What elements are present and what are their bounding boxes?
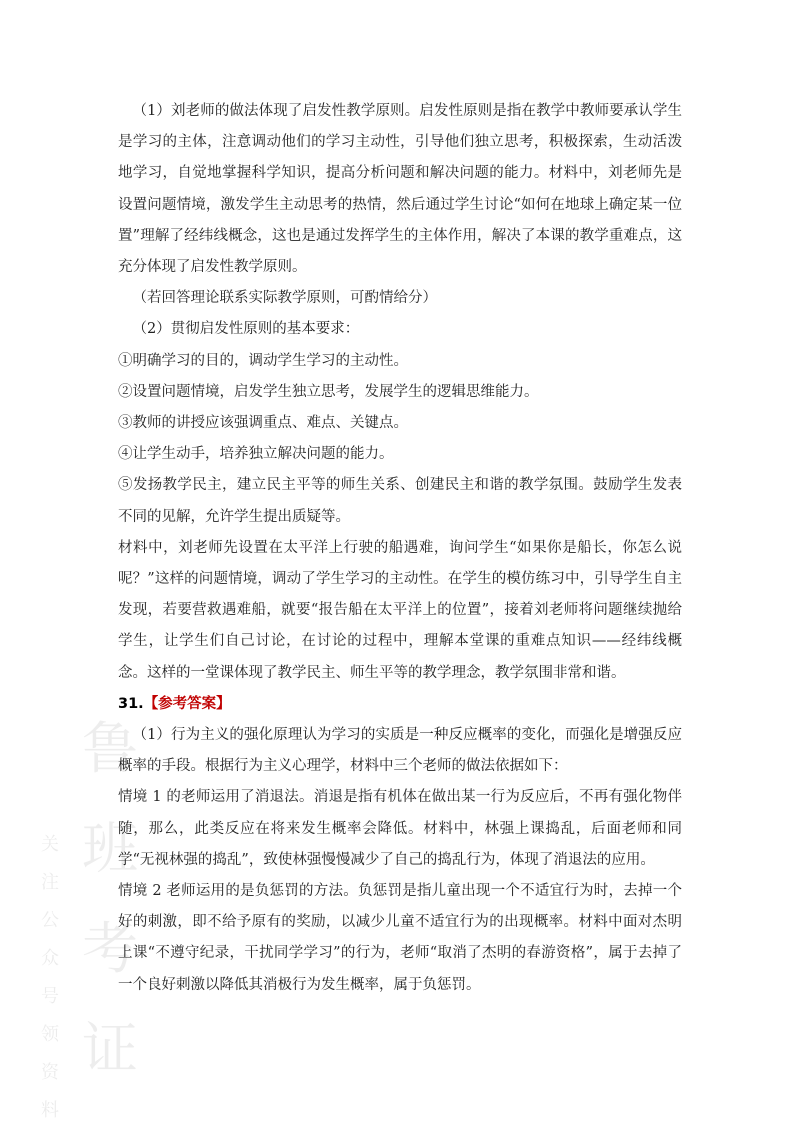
- list-item: ③教师的讲授应该强调重点、难点、关键点。: [118, 415, 408, 432]
- answer-tag: 【参考答案】: [143, 695, 231, 712]
- watermark-char: 号: [41, 986, 59, 1007]
- watermark-small: [38, 826, 62, 1130]
- watermark-char: 领: [41, 1024, 59, 1045]
- watermark-char: 注: [41, 872, 59, 893]
- list-item: ①明确学习的目的，调动学生学习的主动性。: [118, 352, 408, 369]
- watermark-char: 众: [41, 948, 59, 969]
- watermark-char: 公: [41, 910, 59, 931]
- watermark-char: 考: [82, 917, 138, 982]
- watermark-char: 料: [41, 1100, 59, 1121]
- list-item: ②设置问题情境，启发学生独立思考，发展学生的逻辑思维能力。: [118, 383, 539, 400]
- scoring-note: （若回答理论联系实际教学原则，可酌情给分）: [132, 290, 437, 307]
- list-item: ⑤发扬教学民主，建立民主平等的师生关系、创建民主和谐的教学氛围。鼓励学生发表不同的见解，允许学生提出质疑等。: [118, 477, 682, 525]
- answer-paragraph: 情境 1 的老师运用了消退法。消退是指有机体在做出某一行为反应后，不再有强化物伴随，那么，此类反应在将来发生概率会降低。材料中，林强上课捣乱，后面老师和同学“无视林强的捣乱”，致使林强慢慢减少了自己的捣乱行为，体现了消退法的应用。: [118, 789, 682, 868]
- watermark-char: 关: [41, 834, 59, 855]
- answer-paragraph: （1）刘老师的做法体现了启发性教学原则。启发性原则是指在教学中教师要承认学生是学习的主体，注意调动他们的学习主动性，引导他们独立思考，积极探索，生动活泼地学习，自觉地掌握科学知识，提高分析问题和解决问题的能力。材料中，刘老师先是设置问题情境，激发学生主动思考的热情，然后通过学生讨论“如何在地球上确定某一位置”理解了经纬线概念，这也是通过发挥学生的主体作用，解决了本课的教学重难点，这充分体现了启发性教学原则。: [118, 103, 682, 276]
- question-number: 31.: [118, 695, 144, 712]
- answer-paragraph: （1）行为主义的强化原理认为学习的实质是一种反应概率的变化，而强化是增强反应概率的手段。根据行为主义心理学，材料中三个老师的做法依据如下：: [118, 727, 682, 775]
- document-body: [118, 96, 682, 1001]
- question-heading: [118, 689, 682, 720]
- answer-paragraph: 情境 2 老师运用的是负惩罚的方法。负惩罚是指儿童出现一个不适宜行为时，去掉一个好的刺激，即不给予原有的奖励，以减少儿童不适宜行为的出现概率。材料中面对杰明上课“不遵守纪录，干扰同学学习”的行为，老师“取消了杰明的春游资格”，属于去掉了一个良好刺激以降低其消极行为发生概率，属于负惩罚。: [118, 883, 682, 993]
- watermark-char: 班: [82, 817, 138, 882]
- watermark-char: 证: [82, 1017, 138, 1082]
- answer-paragraph: （2）贯彻启发性原则的基本要求：: [132, 321, 360, 338]
- list-item: ④让学生动手，培养独立解决问题的能力。: [118, 446, 394, 463]
- watermark-char: 鲁: [82, 717, 138, 782]
- answer-paragraph: 材料中，刘老师先设置在太平洋上行驶的船遇难，询问学生“如果你是船长，你怎么说呢？”这样的问题情境，调动了学生学习的主动性。在学生的模仿练习中，引导学生自主发现，若要营救遇难船，就要“报告船在太平洋上的位置”，接着刘老师将问题继续抛给学生，让学生们自己讨论，在讨论的过程中，理解本堂课的重难点知识——经纬线概念。这样的一堂课体现了教学民主、师生平等的教学理念，教学氛围非常和谐。: [118, 539, 682, 681]
- watermark-char: 资: [41, 1062, 59, 1083]
